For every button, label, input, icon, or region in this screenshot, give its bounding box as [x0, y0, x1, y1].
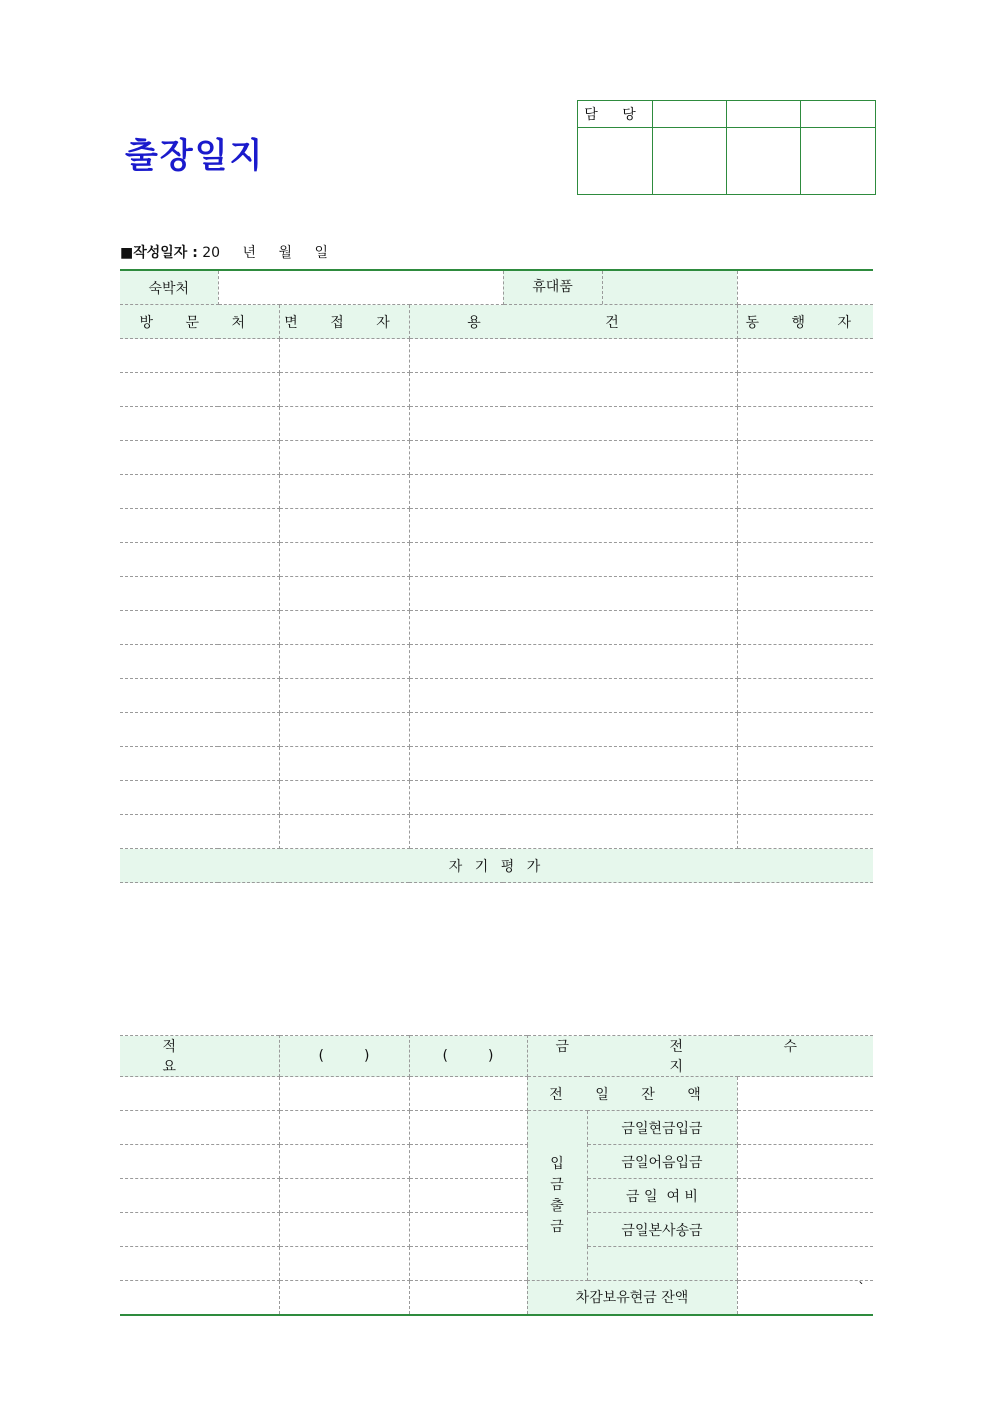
table-row [120, 679, 873, 713]
approval-header-cell[interactable] [727, 101, 801, 128]
approval-sign-cell[interactable] [578, 128, 653, 195]
written-date-year-unit: 년 [242, 245, 257, 261]
prev-balance-label: 전 일 잔 액 [527, 1077, 737, 1111]
page-title: 출장일지 [125, 136, 265, 176]
table-row [120, 373, 873, 407]
approval-label: 담 당 [578, 101, 653, 128]
written-date-day-unit: 일 [314, 245, 329, 261]
approval-header-cell[interactable] [653, 101, 727, 128]
interviewee-header: 면 접 자 [279, 305, 409, 339]
table-row [120, 713, 873, 747]
table-row [120, 441, 873, 475]
paren-header-1: ( ) [279, 1036, 409, 1077]
remaining-mark: ` [858, 1281, 866, 1297]
written-date-month-unit: 월 [278, 245, 293, 261]
table-row [120, 781, 873, 815]
visit-place-header: 방 문 처 [120, 305, 279, 339]
hq-transfer-label: 금일본사송금 [587, 1213, 737, 1247]
remaining-balance-label: 차감보유현금 잔액 [527, 1281, 737, 1315]
approval-sign-cell[interactable] [727, 128, 801, 195]
extra-item-label[interactable] [587, 1247, 737, 1281]
table-row [120, 543, 873, 577]
extra-item-input[interactable] [737, 1247, 873, 1281]
table-row [120, 407, 873, 441]
table-row [120, 339, 873, 373]
summary-header: 적 요 [120, 1036, 279, 1077]
trip-log-table [120, 269, 873, 1039]
table-row [120, 645, 873, 679]
written-date-year: 20 [202, 245, 221, 261]
approval-header-cell[interactable] [801, 101, 876, 128]
bill-deposit-label: 금일어음입금 [587, 1145, 737, 1179]
belongings-input[interactable] [737, 270, 873, 305]
approval-sign-cell[interactable] [801, 128, 876, 195]
table-row [120, 475, 873, 509]
companion-header: 동 행 자 [737, 305, 873, 339]
table-row [120, 611, 873, 645]
lodging-input[interactable] [218, 270, 503, 305]
money-table [120, 1035, 873, 1316]
business-header: 용 건 [409, 305, 737, 339]
table-row [120, 815, 873, 849]
belongings-label: 휴대품 [503, 270, 737, 305]
table-row [120, 509, 873, 543]
table-row [120, 747, 873, 781]
self-evaluation-input[interactable] [120, 883, 873, 1039]
prev-balance-input[interactable] [737, 1077, 873, 1111]
cash-flow-header: 금 전 수 지 [527, 1036, 873, 1077]
cash-deposit-input[interactable] [737, 1111, 873, 1145]
written-date-label: ■작성일자 : [120, 245, 198, 261]
table-row [120, 577, 873, 611]
in-out-vertical-label: 입 금 출 금 [527, 1111, 587, 1281]
written-date [120, 242, 328, 262]
travel-expense-label: 금 일 여 비 [587, 1179, 737, 1213]
cash-deposit-label: 금일현금입금 [587, 1111, 737, 1145]
remaining-balance-input[interactable] [737, 1281, 873, 1315]
approval-sign-cell[interactable] [653, 128, 727, 195]
lodging-label: 숙박처 [120, 270, 218, 305]
bill-deposit-input[interactable] [737, 1145, 873, 1179]
hq-transfer-input[interactable] [737, 1213, 873, 1247]
travel-expense-input[interactable] [737, 1179, 873, 1213]
self-evaluation-header: 자 기 평 가 [120, 849, 873, 883]
approval-box [577, 100, 876, 195]
paren-header-2: ( ) [409, 1036, 527, 1077]
